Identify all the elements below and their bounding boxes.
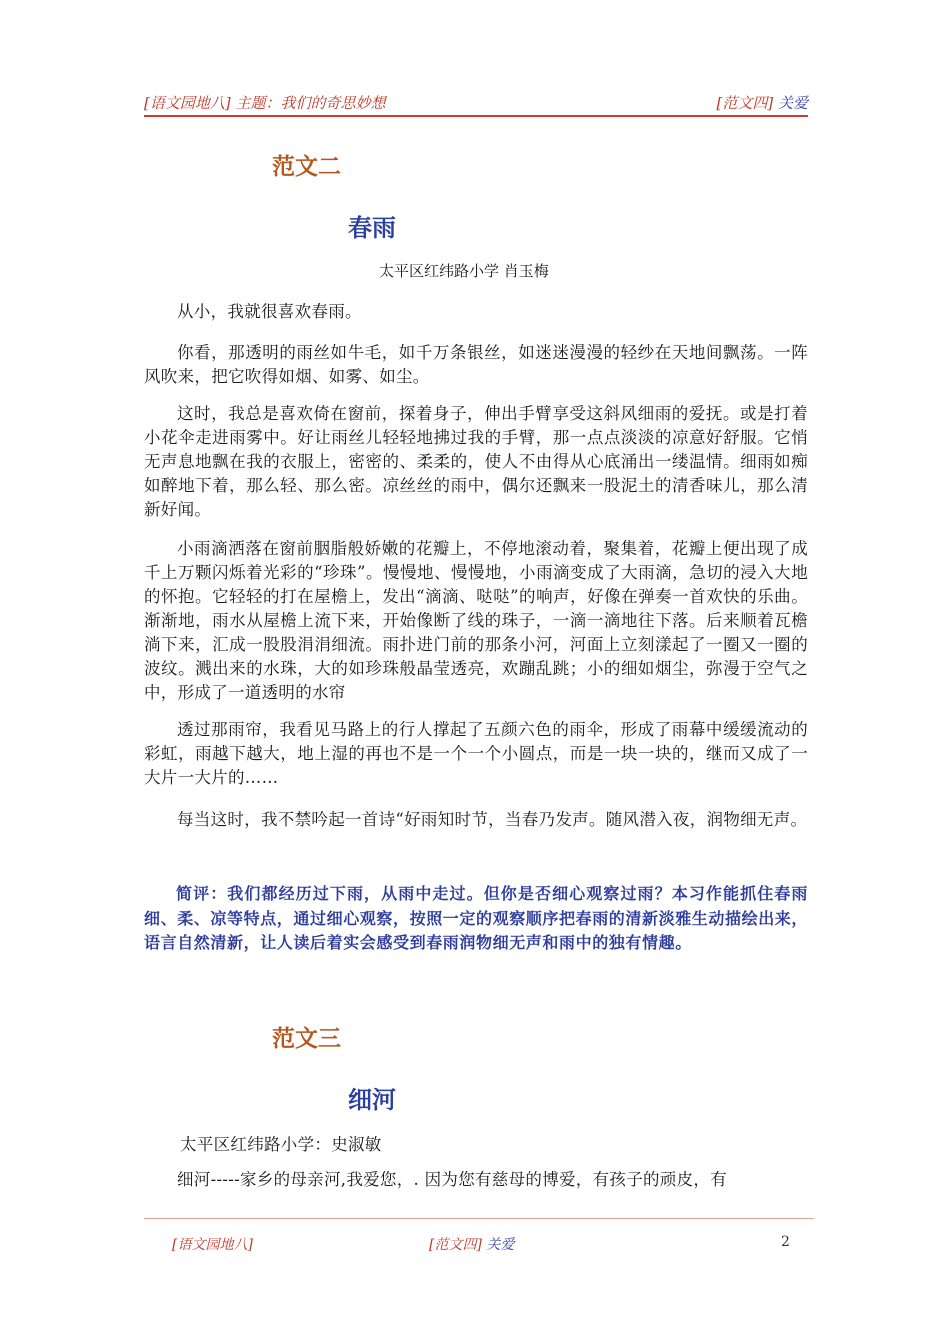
header-rule <box>144 115 808 117</box>
essay2-section-label: 范文二 <box>272 154 341 180</box>
essay2-author: 太平区红纬路小学 肖玉梅 <box>379 262 549 280</box>
essay2-paragraph-3: 这时，我总是喜欢倚在窗前，探着身子，伸出手臂享受这斜风细雨的爱抚。或是打着小花伞走进雨雾中。好让雨丝儿轻轻地拂过我的手臂，那一点点淡淡的凉意好舒服。它悄无声息地飘在我的衣服上，密密的、柔柔的，使人不由得从心底涌出一缕温情。细雨如痴如醉地下着，那么轻、那么密。凉丝丝的雨中，偶尔还飘来一股泥土的清香味儿，那么清新好闻。 <box>144 404 808 519</box>
header-left-title: 主题：我们的奇思妙想 <box>235 94 386 112</box>
essay2-comment: 简评：我们都经历过下雨，从雨中走过。但你是否细心观察过雨？本习作能抓住春雨细、柔、凉等特点，通过细心观察，按照一定的观察顺序把春雨的清新淡雅生动描绘出来，语言自然清新，让人读后着实会感受到春雨润物细无声和雨中的独有情趣。 <box>144 884 809 952</box>
footer-mid <box>429 1234 514 1254</box>
page-number: 2 <box>781 1234 790 1250</box>
essay2-paragraph-1: 从小，我就很喜欢春雨。 <box>177 302 362 321</box>
essay2-paragraph-6: 每当这时，我不禁吟起一首诗“好雨知时节，当春乃发声。随风潜入夜，润物细无声。 <box>177 810 808 829</box>
essay3-author: 太平区红纬路小学：史淑敏 <box>180 1135 382 1154</box>
page-header <box>144 90 808 116</box>
essay2-paragraph-2: 你看，那透明的雨丝如牛毛，如千万条银丝，如迷迷漫漫的轻纱在天地间飘荡。一阵风吹来，把它吹得如烟、如雾、如尘。 <box>144 343 808 386</box>
essay2-paragraph-4: 小雨滴洒落在窗前胭脂般娇嫩的花瓣上，不停地滚动着，聚集着，花瓣上便出现了成千上万颗闪烁着光彩的“珍珠”。慢慢地、慢慢地，小雨滴变成了大雨滴，急切的浸入大地的怀抱。它轻轻的打在屋檐上，发出“滴滴、哒哒”的响声，好像在弹奏一首欢快的乐曲。渐渐地，雨水从屋檐上流下来，开始像断了线的珠子，一滴一滴地往下落。后来顺着瓦檐淌下来，汇成一股股涓涓细流。雨扑进门前的那条小河，河面上立刻漾起了一圈又一圈的波纹。溅出来的水珠，大的如珍珠般晶莹透亮，欢蹦乱跳；小的细如烟尘，弥漫于空气之中，形成了一道透明的水帘 <box>144 539 808 702</box>
header-right-title: 关爱 <box>777 94 808 112</box>
header-right <box>716 92 808 113</box>
footer-rule <box>144 1218 814 1219</box>
footer-mid-tag: [范文四] <box>429 1237 482 1253</box>
header-right-tag: [范文四] <box>716 94 774 112</box>
essay2-title: 春雨 <box>348 214 396 242</box>
header-left <box>144 92 386 113</box>
footer-mid-title: 关爱 <box>486 1237 515 1253</box>
header-left-tag: [语文园地八] <box>144 94 231 112</box>
page-footer <box>144 1218 814 1258</box>
footer-left-tag: [语文园地八] <box>172 1237 253 1253</box>
essay2-paragraph-5: 透过那雨帘，我看见马路上的行人撑起了五颜六色的雨伞，形成了雨幕中缓缓流动的彩虹，雨越下越大，地上湿的再也不是一个一个小圆点，而是一块一块的，继而又成了一大片一大片的…… <box>144 720 808 787</box>
essay3-section-label: 范文三 <box>272 1026 341 1052</box>
essay3-paragraph-1: 细河-----家乡的母亲河,我爱您，. 因为您有慈母的博爱，有孩子的顽皮，有 <box>177 1170 728 1189</box>
essay3-title: 细河 <box>348 1086 396 1114</box>
